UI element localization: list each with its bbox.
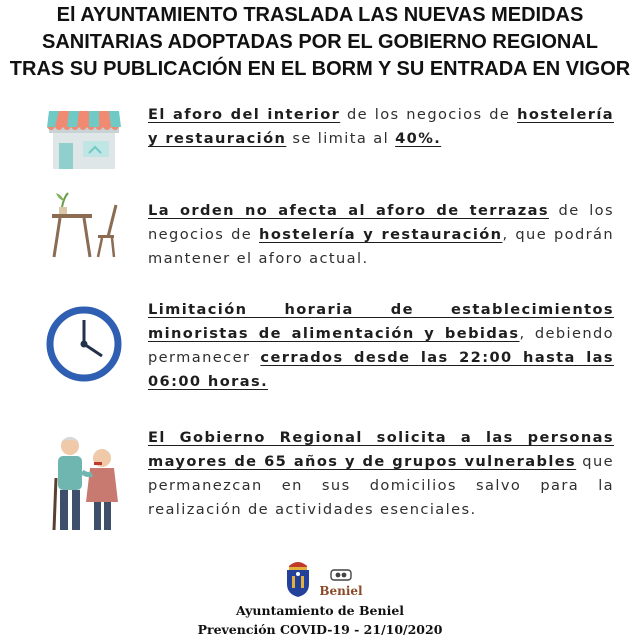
highlight-closing-hours: cerrados desde las 22:00 hasta las 06:00 horas. (148, 349, 614, 390)
highlight-hospitality: hostelería y restauración (148, 106, 614, 147)
headline (0, 2, 640, 83)
highlight-interior-capacity: El aforo del interior (148, 106, 341, 123)
highlight-terraces: La orden no afecta al aforo de terrazas (148, 202, 549, 219)
measure-text-elderly (148, 426, 614, 522)
text-segment: se limita al (286, 130, 396, 147)
coat-of-arms-logo (283, 560, 313, 602)
brand-mark-icon (330, 569, 352, 581)
footer-organization: Ayuntamiento de Beniel (235, 603, 405, 618)
text-segment: que permanezcan en sus domicilios salvo para la realización de actividades esenciales. (148, 453, 615, 518)
measure-text-terraces (148, 199, 614, 271)
headline-line-3: TRAS SU PUBLICACIÓN EN EL BORM Y SU ENTRADA EN VIGOR (9, 58, 631, 80)
measure-text-capacity (148, 103, 614, 151)
headline-line-1: El AYUNTAMIENTO TRASLADA LAS NUEVAS MEDIDAS (56, 4, 584, 26)
headline-line-2: SANITARIAS ADOPTADAS POR EL GOBIERNO REGIONAL (42, 31, 598, 53)
beniel-brand-logo (316, 566, 366, 597)
text-segment: de los negocios de (340, 106, 518, 123)
footer-campaign: Prevención COVID-19 - 21/10/2020 (197, 622, 443, 637)
highlight-elderly-request: El Gobierno Regional solicita a las personas mayores de 65 años y de grupos vulnerables (148, 429, 614, 470)
brand-logo-text: Beniel (319, 584, 363, 598)
elderly-couple-icon (50, 434, 124, 540)
text-segment: , que podrán mantener el aforo actual. (148, 226, 614, 267)
terrace-table-chair-icon (50, 191, 120, 271)
text-segment: de los negocios de (148, 202, 614, 243)
highlight-hospitality: hostelería y restauración (259, 226, 503, 243)
clock-icon (46, 306, 122, 386)
highlight-retail-limit: Limitación horaria de establecimientos minoristas de alimentación y bebidas (148, 301, 614, 342)
shop-icon (45, 105, 123, 177)
measure-text-hours (148, 298, 614, 394)
highlight-percent: 40%. (395, 130, 442, 147)
text-segment: , debiendo permanecer (148, 325, 614, 366)
